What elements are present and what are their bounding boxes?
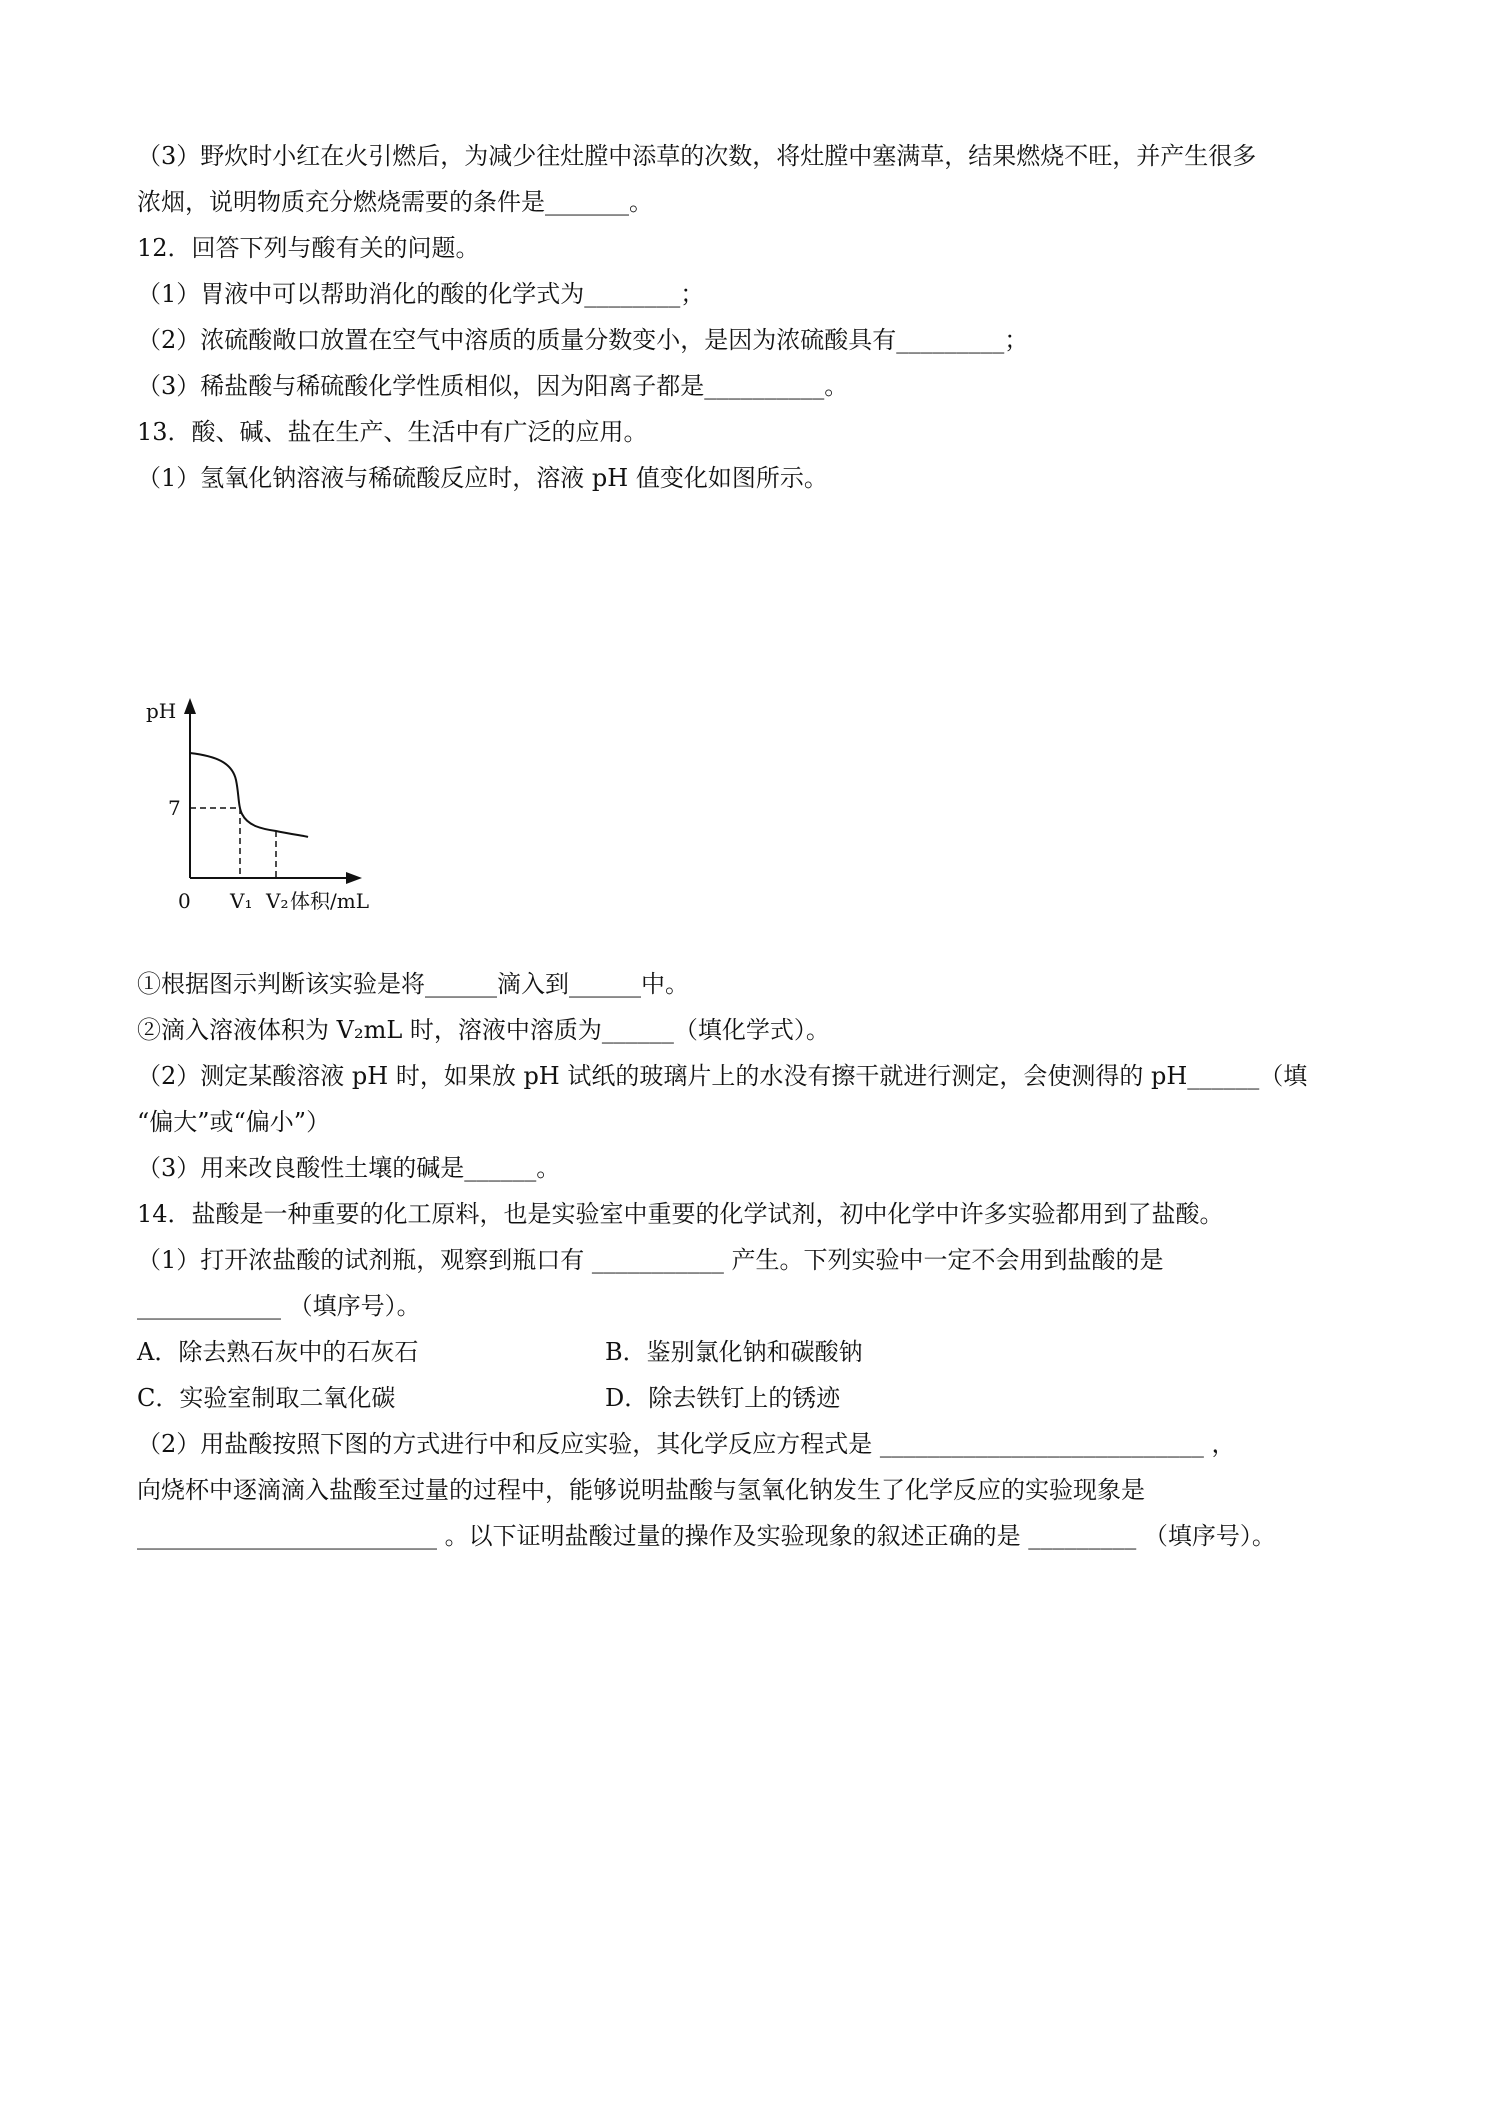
option-c: C．实验室制取二氧化碳 [137, 1384, 396, 1412]
option-a: A．除去熟石灰中的石灰石 [137, 1338, 419, 1366]
origin-label: 0 [178, 889, 191, 913]
q13-part2-line2: “偏大”或“偏小”） [137, 1108, 331, 1136]
option-d: D．除去铁钉上的锈迹 [605, 1384, 841, 1412]
q12-stem: 12．回答下列与酸有关的问题。 [137, 234, 480, 262]
q12-part3: （3）稀盐酸与稀硫酸化学性质相似，因为阳离子都是__________。 [137, 372, 849, 400]
q12-part2: （2）浓硫酸敞口放置在空气中溶质的质量分数变小，是因为浓硫酸具有_________； [137, 326, 1029, 354]
ph-curve-svg [140, 690, 400, 920]
ph-curve-line [190, 753, 308, 837]
q11-part3-line1: （3）野炊时小红在火引燃后，为减少往灶膛中添草的次数，将灶膛中塞满草，结果燃烧不旺，并产生很多 [137, 142, 1257, 170]
q13-part2-line1: （2）测定某酸溶液 pH 时，如果放 pH 试纸的玻璃片上的水没有擦干就进行测定，会使测得的 pH______（填 [137, 1062, 1308, 1090]
q13-part3: （3）用来改良酸性土壤的碱是______。 [137, 1154, 561, 1182]
q14-part2-line1: （2）用盐酸按照下图的方式进行中和反应实验，其化学反应方程式是 ___________________________ ， [137, 1430, 1236, 1458]
option-b: B．鉴别氯化钠和碳酸钠 [605, 1338, 863, 1366]
y-axis-label: pH [146, 699, 177, 723]
q13-part1: （1）氢氧化钠溶液与稀硫酸反应时，溶液 pH 值变化如图所示。 [137, 464, 828, 492]
q14-options-row-cd [137, 1378, 1357, 1418]
q14-options-row-ab [137, 1332, 1357, 1372]
x-tick-v2: V₂ [266, 889, 289, 913]
q14-part2-line3: _________________________ 。以下证明盐酸过量的操作及实验现象的叙述正确的是 _________ （填序号）。 [137, 1522, 1276, 1550]
x-axis-arrow-icon [346, 872, 362, 884]
q14-part1-line1: （1）打开浓盐酸的试剂瓶，观察到瓶口有 ___________ 产生。下列实验中一定不会用到盐酸的是 [137, 1246, 1164, 1274]
q11-part3-line2: 浓烟，说明物质充分燃烧需要的条件是_______。 [137, 188, 653, 216]
y-axis-arrow-icon [184, 698, 196, 714]
y-tick-7: 7 [168, 796, 181, 820]
x-tick-v1: V₁ [230, 889, 253, 913]
q12-part1: （1）胃液中可以帮助消化的酸的化学式为________； [137, 280, 705, 308]
q14-part1-line2: ____________ （填序号）。 [137, 1292, 421, 1320]
ph-curve-figure [140, 690, 400, 920]
x-axis-label: 体积/mL [290, 889, 369, 913]
q14-part2-line2: 向烧杯中逐滴滴入盐酸至过量的过程中，能够说明盐酸与氢氧化钠发生了化学反应的实验现象是 [137, 1476, 1145, 1504]
q14-stem: 14．盐酸是一种重要的化工原料，也是实验室中重要的化学试剂，初中化学中许多实验都用到了盐酸。 [137, 1200, 1224, 1228]
q13-stem: 13．酸、碱、盐在生产、生活中有广泛的应用。 [137, 418, 648, 446]
q13-part1-sub2: ②滴入溶液体积为 V₂mL 时，溶液中溶质为______（填化学式）。 [137, 1016, 830, 1044]
q13-part1-sub1: ①根据图示判断该实验是将______滴入到______中。 [137, 970, 689, 998]
